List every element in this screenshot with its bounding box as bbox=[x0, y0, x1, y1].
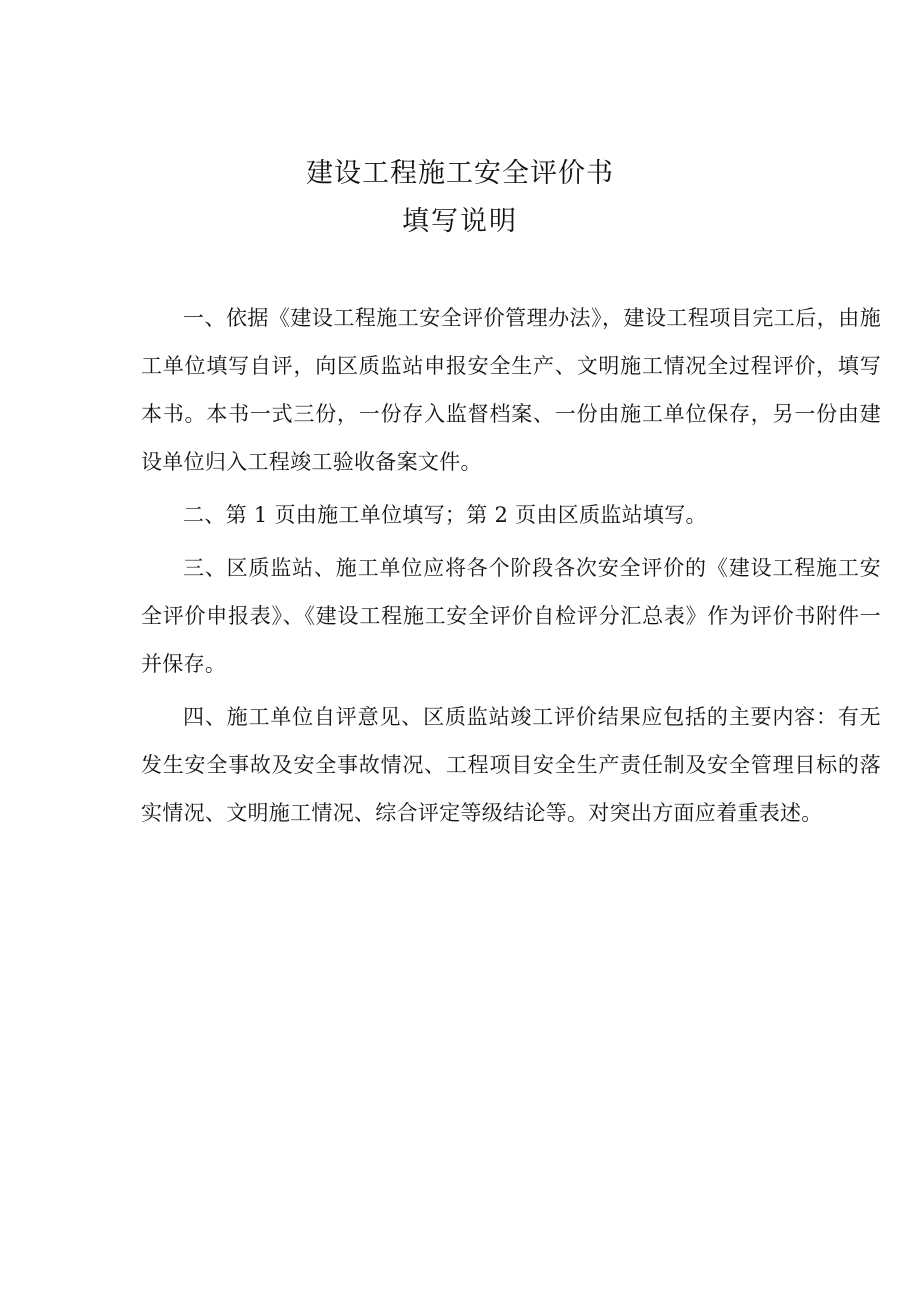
document-subtitle: 填写说明 bbox=[402, 206, 518, 237]
title-block bbox=[0, 150, 920, 246]
instructions-body bbox=[141, 294, 881, 842]
instruction-paragraph-3: 三、区质监站、施工单位应将各个阶段各次安全评价的《建设工程施工安全评价申报表》、《建设工程施工安全评价自检评分汇总表》作为评价书附件一并保存。 bbox=[141, 556, 881, 676]
instruction-paragraph-1: 一、依据《建设工程施工安全评价管理办法》，建设工程项目完工后，由施工单位填写自评，向区质监站申报安全生产、文明施工情况全过程评价，填写本书。本书一式三份，一份存入监督档案、一份由施工单位保存，另一份由建设单位归入工程竣工验收备案文件。 bbox=[141, 306, 881, 474]
instruction-paragraph-2: 二、第 1 页由施工单位填写；第 2 页由区质监站填写。 bbox=[183, 503, 707, 527]
document-title: 建设工程施工安全评价书 bbox=[306, 158, 614, 189]
instruction-paragraph-4: 四、施工单位自评意见、区质监站竣工评价结果应包括的主要内容：有无发生安全事故及安全事故情况、工程项目安全生产责任制及安全管理目标的落实情况、文明施工情况、综合评定等级结论等。对突出方面应着重表述。 bbox=[141, 705, 881, 825]
